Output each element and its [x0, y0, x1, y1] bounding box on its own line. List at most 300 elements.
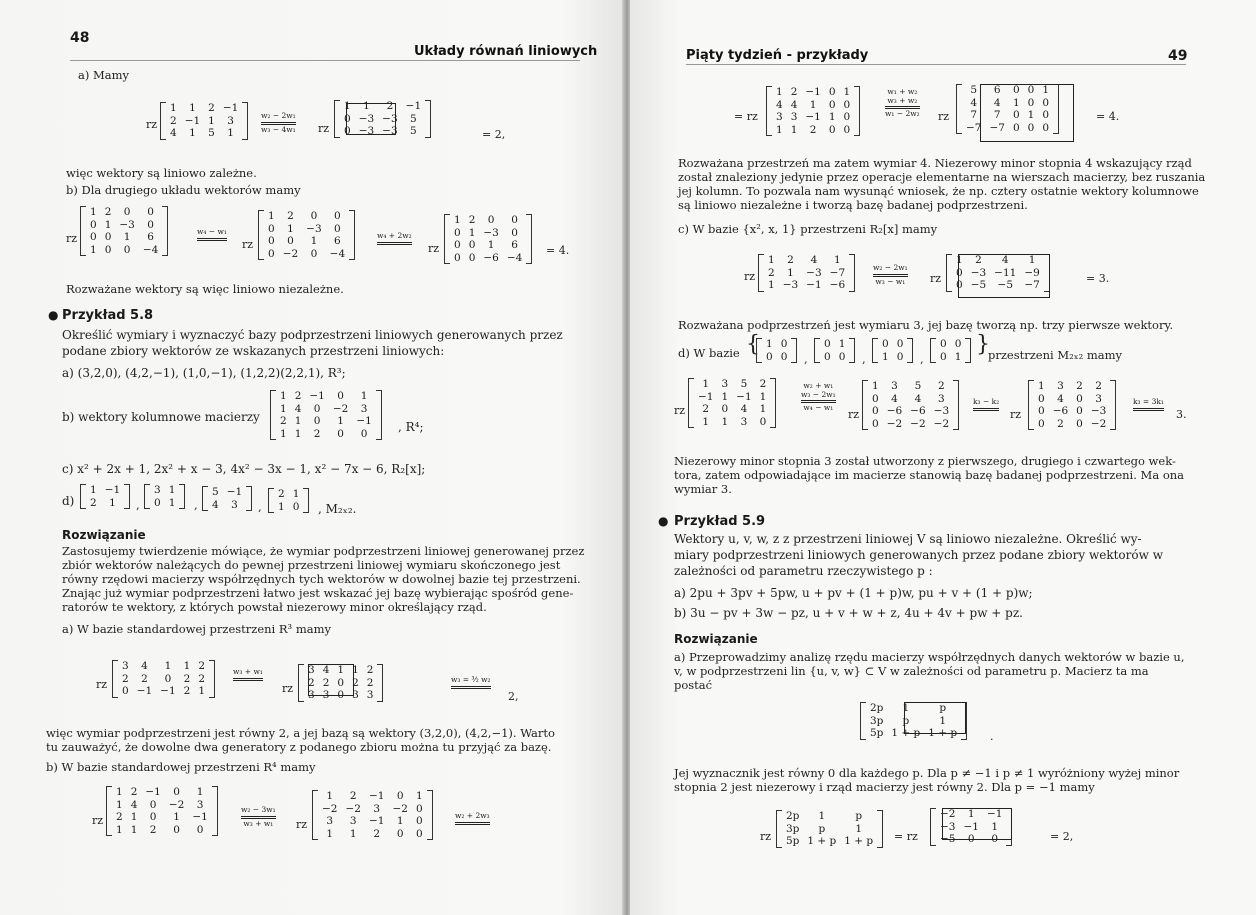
equals-rank: = 2, [1050, 830, 1074, 843]
matrix-cell: 0 [824, 338, 831, 350]
solution-b: b) W bazie standardowej przestrzeni R⁴ mamy [46, 760, 316, 774]
matrix-cell: 3 [122, 660, 129, 672]
matrix-row [86, 497, 124, 510]
matrix-cell: 0 [1038, 405, 1045, 417]
matrix-rb2 [312, 790, 433, 844]
page-number: 48 [70, 30, 90, 46]
matrix-cell: 5 [410, 112, 417, 125]
matrix-cell: 2 [468, 214, 476, 226]
matrix-cell: 0 [122, 685, 129, 697]
solution-text: Zastosujemy twierdzenie mówiące, że wymiar podprzestrzeni liniowej generowanej przez [62, 544, 585, 558]
matrix-ra1 [112, 660, 215, 702]
matrix-cell: 0 [956, 279, 963, 291]
matrix-cell: 3 [721, 378, 729, 390]
rz-label: rz [930, 272, 942, 285]
matrix-cell: 2 [768, 266, 775, 279]
text-b-intro: b) Dla drugiego układu wektorów mamy [66, 183, 301, 197]
row-op-d2: k₃ − k₂ [970, 398, 1002, 420]
matrix-top1 [766, 86, 860, 140]
matrix-cell: 0 [287, 235, 294, 247]
matrix-cell: 0 [843, 98, 851, 111]
matrix-cell: 3 [322, 689, 330, 701]
matrix-cell: 1 [1038, 380, 1045, 392]
matrix-cell: −5 [940, 833, 956, 845]
matrix-q1 [776, 810, 883, 852]
text-zalezne: więc wektory są liniowo zależne. [66, 166, 257, 180]
matrix-cell: 0 [1012, 121, 1020, 134]
matrix-cell: 2 [322, 676, 330, 689]
matrix-row [318, 815, 427, 828]
matrix-cell: 4 [322, 664, 330, 676]
matrix-cell: 0 [1042, 121, 1050, 134]
matrix-cell: −1 [368, 815, 385, 827]
matrix-cell: −1 [184, 114, 201, 127]
matrix-cell: 4 [740, 403, 748, 415]
matrix-cell: 1 [130, 823, 138, 836]
matrix-cell: 1 [90, 206, 97, 218]
matrix-cell: −4 [506, 251, 523, 264]
matrix-cell: 1 [326, 790, 334, 802]
matrix-cell: 0 [468, 239, 476, 251]
equals-rz: = rz [894, 830, 918, 843]
matrix-cell: 0 [360, 427, 368, 440]
matrix-cell: 2 [787, 254, 794, 266]
d-intro: d) W bazie [678, 346, 740, 360]
matrix-row [868, 405, 953, 418]
matrix-cell: 1 [352, 664, 359, 676]
matrix-cell: 1 [280, 427, 287, 440]
ex59-a: a) 2pu + 3pv + 5pw, u + pv + (1 + p)w, pu + v + (1 + p)w; [674, 586, 1033, 600]
minor-box [958, 254, 1050, 298]
matrix-cell: 1 [310, 235, 318, 247]
matrix-cell: −1 [806, 279, 822, 291]
ex58-d-matrix-3 [202, 486, 252, 515]
matrix-cell: 2 [294, 390, 302, 402]
d-text: wymiar 3. [674, 482, 732, 496]
matrix-cell: 1 [168, 496, 176, 509]
ex59-text: miary podprzestrzeni liniowych generowanych przez podane zbiory wektorów w [674, 548, 1163, 562]
solution-text: postać [674, 678, 713, 692]
bullet-icon: ● [658, 514, 669, 528]
matrix-rb1 [106, 786, 218, 840]
matrix-cell: 1 [90, 484, 97, 496]
matrix-row [764, 254, 849, 267]
matrix-row [112, 799, 212, 812]
matrix-cell: 0 [967, 833, 975, 845]
right-page: Piąty tydzień - przykłady 49 = rz 1 2 −1 0 1 4 4 1 0 0 3 3 −1 1 0 1 1 2 0 0 w₁ + w₂ w₃ + w₂ w₁ − 2w₂ rz 5 6 0 0 1 4 4 1 0 0 7 7 0 1 0 −7 −7 0 0 0 = 4. Rozważana przestrzeń ma zatem wymiar 4. Niezerowy minor stopnia 4 wskazujący rząd został znaleziony jedynie przez operacje elementarne na wierszach macierzy, bez ruszania jej kolumn. To pozwala nam wysunąć wniosek, że np. cztery ostatnie wektory kolumnowe są liniowo niezależne i tworzą bazę badanej podprzestrzeni. c) W bazie {x², x, 1} przestrzeni R₂[x] mamy rz 1 2 4 1 2 1 −3 −7 1 −3 −1 −6 $\frac{\text{w₂ − 2w₁}}{\text{w₃ − w₁}}$ rz 1 2 4 1 0 −3 −11 −9 0 −5 −5 −7 = 3. Rozważana podprzestrzeń jest wymiaru 3, jej bazę tworzą np. trzy pierwsze wektory. d) W bazie { 1 0 0 0 , 0 1 0 0 , 0 0 1 0 , 0 0 0 1 } przestrzeni M₂ₓ₂ mamy rz 1 3 5 2 −1 1 −1 1 2 0 4 1 1 1 3 0 w₂ + w₁ w₃ − 2w₁ w₄ − w₁ rz 1 3 5 2 0 4 4 3 0 −6 −6 −3 0 −2 −2 −2 k₃ − k₂ rz 1 3 2 2 0 4 0 3 0 −6 0 −3 0 2 0 −2 k₃ = 3k₁ 3. Niezerowy minor stopnia 3 został utworzony z pierwszego, drugiego i czwartego wek- tora, zatem odpowiadające im macierze stanowią bazę badanej podprzestrzeni. Ma ona wymiar 3. ● Przykład 5.9 Wektory u, v, w, z z przestrzeni liniowej V są liniowo niezależne. Określić wy- miary podprzestrzeni liniowych generowanych przez podane zbiory wektorów w zależności od parametru rzeczywistego p : a) 2pu + 3pv + 5pw, u + pv + (1 + p)w, pu + v + (1 + p)w; b) 3u − pv + 3w − pz, u + v + w + z, 4u + 4v + pw + pz. Rozwiązanie a) Przeprowadzimy analizę rzędu macierzy współrzędnych danych wektorów w bazie u, v, w podprzestrzeni lin {u, v, w} ⊂ V w zależności od parametru p. Macierz ta ma postać 2p 1 p 3p p 1 5p 1 + p 1 + p . Jej wyznacznik jest równy 0 dla każdego p. Dla p ≠ −1 i p ≠ 1 wyróżniony wyżej minor stopnia 2 jest niezerowy i rząd macierzy jest równy 2. Dla p = −1 mamy rz 2p 1 p 3p p 1 5p 1 + p 1 + p = rz −2 1 −1 −3 −1 1 −5 0 0 = 2, [630, 0, 1256, 915]
matrix-cell: −3 [119, 218, 135, 231]
matrix-cell: −2 [910, 417, 926, 430]
matrix-cell: −6 [886, 405, 903, 417]
matrix-cell: 5 [212, 486, 219, 498]
matrix-cell: 3 [373, 802, 381, 815]
matrix-cell: 3 [349, 815, 357, 827]
matrix-cell: 1 [337, 664, 345, 676]
matrix-cell: 0 [1042, 109, 1050, 121]
matrix-row [1034, 393, 1110, 406]
matrix-cell: −3 [970, 266, 987, 279]
matrix-cell: 2 [702, 403, 710, 415]
matrix-cell: 0 [1038, 417, 1045, 430]
left-page: 48 Układy równań liniowych a) Mamy rz 1 1 2 −1 2 −1 1 3 4 1 5 1 $\frac{\text{w₂ − 2w₁}}{\text{w₃ − 4w₁}}$ rz 1 1 2 −1 0 −3 −3 5 0 −3 −3 5 = 2, więc wektory są liniowo zależne. b) Dla drugiego układu wektorów mamy rz 1 2 0 0 0 1 −3 0 0 0 1 6 1 0 0 −4 w₄ − w₁ rz 1 2 0 0 0 1 −3 0 0 0 1 6 0 −2 0 −4 w₄ + 2w₂ rz 1 2 0 0 0 1 −3 0 0 0 1 6 0 0 −6 −4 = 4. Rozważane wektory są więc liniowo niezależne. ● Przykład 5.8 Określić wymiary i wyznaczyć bazy podprzestrzeni liniowych generowanych przez podane zbiory wektorów ze wskazanych przestrzeni liniowych: a) (3,2,0), (4,2,−1), (1,0,−1), (1,2,2)(2,2,1), R³; b) wektory kolumnowe macierzy 1 2 −1 0 1 1 4 0 −2 3 2 1 0 1 −1 1 1 2 0 0 , R⁴; c) x² + 2x + 1, 2x² + x − 3, 4x² − 3x − 1, x² − 7x − 6, R₂[x]; d) 1 −1 2 1 , 3 1 0 1 , 5 −1 4 3 , 2 1 1 0 , M₂ₓ₂. Rozwiązanie Zastosujemy twierdzenie mówiące, że wymiar podprzestrzeni liniowej generowanej przez zbiór wektorów należących do pewnej przestrzeni liniowej wymiaru skończonego jest równy rzędowi macierzy współrzędnych tych wektorów w dowolnej bazie tej przestrzeni. Znając już wymiar podprzestrzeni łatwo jest wskazać jej bazę wybierając spośród gene- ratorów te wektory, z których powstał niezerowy minor określający rząd. a) W bazie standardowej przestrzeni R³ mamy rz 3 4 1 1 2 2 2 0 2 2 0 −1 −1 2 1 w₃ + w₁ rz 3 4 1 1 2 2 2 0 2 2 3 3 0 3 3 w₃ = ³⁄₂ w₂ 2, więc wymiar podprzestrzeni jest równy 2, a jej bazą są wektory (3,2,0), (4,2,−1). Warto tu zauważyć, że dowolne dwa generatory z podanego zbioru można tu przyjąć za bazę. b) W bazie standardowej przestrzeni R⁴ mamy rz 1 2 −1 0 1 1 4 0 −2 3 2 1 0 1 −1 1 1 2 0 0 $\frac{\text{w₂ − 3w₁}}{\text{w₃ + w₁}}$ rz 1 2 −1 0 1 −2 −2 3 −2 0 3 3 −1 1 0 1 1 2 0 0 w₂ + 2w₃ [0, 0, 624, 915]
matrix-cell: 4 [130, 798, 138, 811]
matrix-cell: 4 [891, 392, 898, 405]
matrix-cell: 4 [141, 660, 148, 672]
rz-label: rz [92, 814, 104, 827]
matrix-cell: 1 [1028, 254, 1036, 266]
matrix-cell: 2 [149, 823, 157, 836]
paragraph: jej kolumn. To pozwala nam wysunąć wniosek, że np. cztery ostatnie wektory kolumnowe [678, 184, 1199, 198]
matrix-cell: 1 [766, 338, 773, 350]
matrix-cell: 1 [116, 786, 123, 798]
matrix-cell: −3 [382, 125, 398, 137]
equals-rank: 3. [1176, 408, 1187, 421]
matrix-cell: p [818, 822, 826, 835]
matrix-cell: 0 [468, 251, 476, 264]
row-op-rb1: $\frac{\text{w₂ − 3w₁}}{\text{w₃ + w₁}}$ [241, 805, 276, 828]
rz-label: rz [146, 118, 158, 131]
rz-label: rz [744, 270, 756, 283]
matrix-cell: 0 [337, 390, 344, 402]
rz-label: rz [282, 682, 294, 695]
matrix-cell: −2 [392, 802, 408, 815]
matrix-cell: 3 [196, 798, 204, 811]
matrix-cell: 0 [759, 415, 767, 428]
matrix-row [274, 488, 303, 501]
matrix-cell: −1 [736, 390, 752, 403]
matrix-cell: 1 [991, 820, 999, 833]
ex59-text: Wektory u, v, w, z z przestrzeni liniowej V są liniowo niezależne. Określić wy- [674, 532, 1142, 546]
matrix-cell: 1 [268, 210, 275, 222]
matrix-cell: 2 [278, 488, 285, 500]
matrix-row [264, 210, 349, 223]
matrix-cell: 1 [116, 798, 123, 811]
matrix-cell: 3 [366, 689, 374, 701]
matrix-cell: −1 [222, 102, 239, 114]
matrix-cell: 5 [970, 84, 978, 96]
matrix-cell: −3 [782, 279, 799, 291]
matrix-cell: 7 [970, 109, 978, 121]
row-op-top: w₁ + w₂ w₃ + w₂ w₁ − 2w₂ [885, 87, 920, 118]
matrix-cell: 0 [940, 338, 947, 350]
matrix-row [762, 351, 791, 364]
matrix-cell: 1 [902, 702, 910, 714]
matrix-cell: −5 [997, 279, 1013, 291]
matrix-cell: −7 [989, 121, 1005, 134]
matrix-cell: 1 [487, 239, 495, 251]
bullet-icon: ● [48, 308, 59, 322]
matrix-cell: 0 [454, 239, 461, 251]
matrix-cell: 0 [334, 222, 341, 235]
matrix-cell: 0 [415, 802, 423, 815]
matrix-cell: 4 [914, 392, 922, 405]
matrix-cell: 1 [759, 390, 767, 403]
matrix-cell: −1 [160, 685, 176, 697]
matrix-row [86, 244, 162, 257]
matrix-cell: 0 [896, 338, 904, 350]
matrix-cell: 1 [787, 266, 794, 279]
matrix-cell: 1 [702, 378, 710, 390]
matrix-cell: 0 [310, 210, 318, 222]
row-op-rb2: w₂ + 2w₃ [452, 812, 493, 834]
matrix-cell: 3 [360, 402, 368, 415]
matrix-row [772, 111, 854, 124]
matrix-row [936, 351, 965, 364]
matrix-cell: 1 [208, 114, 215, 127]
matrix-cell: 5 [740, 378, 748, 390]
matrix-cell: 1 [326, 827, 334, 840]
solution-text: równy rzędowi macierzy współrzędnych tych wektorów w dowolnej bazie tej przestrzeni. [62, 572, 581, 586]
matrix-cell: 0 [1076, 417, 1083, 430]
row-op-b2: w₄ + 2w₂ [374, 232, 415, 254]
matrix-row [276, 415, 376, 428]
solution-text: więc wymiar podprzestrzeni jest równy 2, a jej bazą są wektory (3,2,0), (4,2,−1). Warto [46, 726, 555, 740]
matrix-cell: −3 [382, 112, 398, 125]
matrix-a1 [160, 102, 248, 144]
matrix-cell: 1 [173, 811, 180, 823]
ex59-b: b) 3u − pv + 3w − pz, u + v + w + z, 4u + 4v + pw + pz. [674, 606, 1023, 620]
basis-matrix-2 [814, 338, 855, 367]
matrix-cell: 0 [1042, 96, 1050, 109]
matrix-cell: 2 [308, 676, 315, 689]
matrix-row [878, 351, 907, 364]
matrix-cell: −2 [1090, 417, 1107, 430]
matrix-d3 [1028, 380, 1116, 434]
solution-text: tu zauważyć, że dowolne dwa generatory z podanego zbioru można tu przyjąć za bazę. [46, 740, 552, 754]
matrix-row [450, 227, 526, 240]
matrix-cell: 0 [828, 86, 836, 98]
matrix-cell: 1 [344, 100, 351, 112]
matrix-cell: 0 [415, 827, 423, 840]
matrix-cell: 1 [768, 279, 775, 291]
matrix-cell: 2 [352, 676, 359, 689]
header-rule [686, 64, 1186, 65]
basis-matrix-4 [930, 338, 971, 367]
matrix-cell: 1 [872, 380, 879, 392]
matrix-cell: 3 [227, 114, 234, 127]
solution-heading: Rozwiązanie [674, 632, 758, 646]
matrix-cell: 1 [164, 660, 172, 672]
matrix-row [694, 403, 770, 416]
matrix-cell: 4 [810, 254, 818, 266]
matrix-cell: 0 [313, 402, 321, 415]
matrix-cell: 3 [790, 111, 798, 123]
rz-label: rz [318, 122, 330, 135]
matrix-cell: 0 [396, 790, 404, 802]
matrix-cell: 1 [828, 111, 836, 123]
matrix-cell: 1 [363, 100, 370, 112]
solution-text: zbiór wektorów należących do pewnej przestrzeni liniowej wymiaru skończonego jest [62, 558, 561, 572]
matrix-cell: −1 [136, 685, 153, 697]
matrix-cell: −1 [145, 786, 161, 798]
matrix-cell: 0 [780, 338, 788, 350]
matrix-cell: 0 [956, 266, 963, 279]
rz-label: rz [242, 238, 254, 251]
matrix-cell: −2 [345, 802, 361, 815]
d-text: tora, zatem odpowiadające im macierze stanowią bazę badanej podprzestrzeni. Ma ona [674, 468, 1185, 482]
matrix-cell: 1 [838, 338, 846, 350]
matrix-cell: −3 [306, 222, 322, 235]
matrix-cell: 2 [122, 672, 129, 685]
matrix-cell: 4 [294, 402, 302, 415]
matrix-cell: 1 [468, 226, 476, 239]
solution-heading: Rozwiązanie [62, 528, 146, 542]
matrix-cell: −11 [994, 266, 1017, 279]
matrix-cell: 1 [189, 127, 196, 139]
matrix-cell: 1 [396, 815, 404, 827]
matrix-cell: −1 [986, 808, 1003, 820]
matrix-row [264, 223, 349, 236]
matrix-row [868, 393, 953, 406]
matrix-row [450, 252, 526, 265]
matrix-cell: 2 [198, 660, 206, 672]
ex58-text: Określić wymiary i wyznaczyć bazy podprzestrzeni liniowych generowanych przez [62, 328, 563, 342]
matrix-row [1034, 418, 1110, 431]
matrix-cell: 0 [147, 218, 154, 231]
matrix-cell: 0 [824, 350, 831, 363]
matrix-cell: 3 [891, 380, 898, 392]
matrix-cell: 1 [123, 231, 131, 243]
matrix-row [208, 486, 246, 499]
matrix-cell: 6 [334, 235, 341, 247]
matrix-cell: −2 [886, 417, 903, 430]
matrix-cell: −1 [226, 486, 243, 498]
matrix-cell: 0 [173, 823, 180, 836]
matrix-cell: 2 [366, 676, 374, 689]
matrix-cell: −1 [405, 100, 422, 112]
matrix-cell: 1 + p [844, 835, 874, 847]
matrix-cell: 2 [313, 427, 321, 440]
ex58-d-space: , M₂ₓ₂. [318, 502, 357, 516]
matrix-cell: 0 [310, 247, 318, 260]
matrix-cell: 2 [349, 790, 357, 802]
matrix-cell: 6 [511, 239, 518, 251]
matrix-cell: 0 [454, 226, 461, 239]
ex58-text: podane zbiory wektorów ze wskazanych przestrzeni liniowych: [62, 344, 445, 358]
matrix-cell: 1 [168, 484, 176, 496]
matrix-cell: 1 [818, 810, 826, 822]
ex58-c: c) x² + 2x + 1, 2x² + x − 3, 4x² − 3x − 1, x² − 7x − 6, R₂[x]; [62, 462, 426, 476]
matrix-cell: 0 [1038, 392, 1045, 405]
matrix-cell: −2 [282, 247, 299, 260]
matrix-cell: 1 [130, 811, 138, 823]
matrix-row [318, 803, 427, 816]
matrix-cell: 7 [993, 109, 1001, 121]
d-text: Niezerowy minor stopnia 3 został utworzony z pierwszego, drugiego i czwartego wek- [674, 454, 1176, 468]
matrix-cell: −3 [358, 112, 375, 125]
matrix-cell: 5p [870, 727, 884, 739]
matrix-cell: −3 [933, 405, 950, 417]
matrix-row [118, 673, 209, 686]
matrix-cell: 1 [292, 488, 300, 500]
row-op-b1: w₄ − w₁ [194, 228, 230, 250]
matrix-cell: 1 [280, 402, 287, 415]
matrix-b1 [80, 206, 168, 260]
matrix-cell: 3 [326, 815, 334, 827]
row-op-c1: $\frac{\text{w₂ − 2w₁}}{\text{w₃ − w₁}}$ [873, 263, 908, 286]
rz-label: rz [848, 408, 860, 421]
matrix-row [936, 338, 965, 351]
matrix-cell: 0 [454, 251, 461, 264]
matrix-cell: 2 [116, 811, 123, 823]
matrix-cell: 0 [1027, 96, 1035, 109]
matrix-cell: −1 [805, 86, 821, 98]
matrix-row [450, 214, 526, 227]
matrix-cell: 4 [212, 498, 219, 511]
matrix-cell: 0 [1027, 84, 1035, 96]
equals-rank: = 4. [1096, 110, 1120, 123]
matrix-cell: 2 [183, 685, 191, 697]
matrix-cell: 1 [170, 102, 177, 114]
matrix-cell: 4 [970, 96, 978, 109]
ex58-b-space: , R⁴; [398, 420, 424, 434]
matrix-cell: 0 [149, 798, 157, 811]
matrix-cell: 4 [790, 98, 798, 111]
matrix-cell: 0 [196, 823, 204, 836]
matrix-cell: 0 [123, 243, 131, 256]
matrix-cell: 0 [872, 417, 879, 430]
matrix-row [318, 790, 427, 803]
matrix-cell: 1 [189, 102, 196, 114]
matrix-cell: 1 [882, 350, 889, 363]
matrix-cell: 0 [268, 235, 275, 247]
example-heading: Przykład 5.9 [674, 514, 766, 529]
matrix-cell: 1 [759, 403, 767, 415]
matrix-row [86, 484, 124, 497]
matrix-cell: −1 [104, 484, 121, 496]
matrix-cell: 0 [104, 243, 112, 256]
matrix-row [772, 86, 854, 99]
matrix-cell: 2 [975, 254, 982, 266]
matrix-cell: 3 [1057, 380, 1064, 392]
matrix-cell: −6 [910, 405, 926, 417]
matrix-cell: 1 [939, 714, 947, 727]
matrix-cell: 0 [838, 350, 846, 363]
matrix-cell: −4 [142, 243, 159, 256]
matrix-cell: 2 [386, 100, 394, 112]
matrix-row [86, 231, 162, 244]
equals-rank: = 4. [546, 244, 570, 257]
matrix-cell: 1 [790, 123, 798, 136]
matrix-cell: 1 [227, 127, 234, 139]
paragraph: są liniowo niezależne i tworzą bazę badanej podprzestrzeni. [678, 198, 1028, 212]
matrix-row [868, 418, 953, 431]
equals-rz: = rz [734, 110, 758, 123]
matrix-cell: 5 [410, 125, 417, 137]
matrix-row [820, 338, 849, 351]
basis-matrix-3 [872, 338, 913, 367]
solution-text: a) Przeprowadzimy analizę rzędu macierzy współrzędnych danych wektorów w bazie u, [674, 650, 1185, 664]
matrix-cell: 0 [396, 827, 404, 840]
matrix-cell: 0 [292, 500, 300, 513]
matrix-cell: 2 [1076, 380, 1083, 392]
matrix-b3 [444, 214, 532, 268]
matrix-cell: 0 [511, 214, 518, 226]
matrix-cell: 0 [313, 415, 321, 427]
matrix-cell: −3 [806, 266, 822, 279]
matrix-cell: 2 [790, 86, 798, 98]
rz-label: rz [938, 110, 950, 123]
matrix-cell: 1 [967, 808, 975, 820]
matrix-cell: 1 [1042, 84, 1050, 96]
matrix-cell: 1 [198, 685, 206, 697]
matrix-cell: 1 [196, 786, 204, 798]
matrix-cell: 0 [154, 496, 161, 509]
matrix-c1 [758, 254, 855, 296]
matrix-row [782, 823, 877, 836]
matrix-cell: −2 [940, 808, 956, 820]
matrix-cell: 6 [993, 84, 1001, 96]
